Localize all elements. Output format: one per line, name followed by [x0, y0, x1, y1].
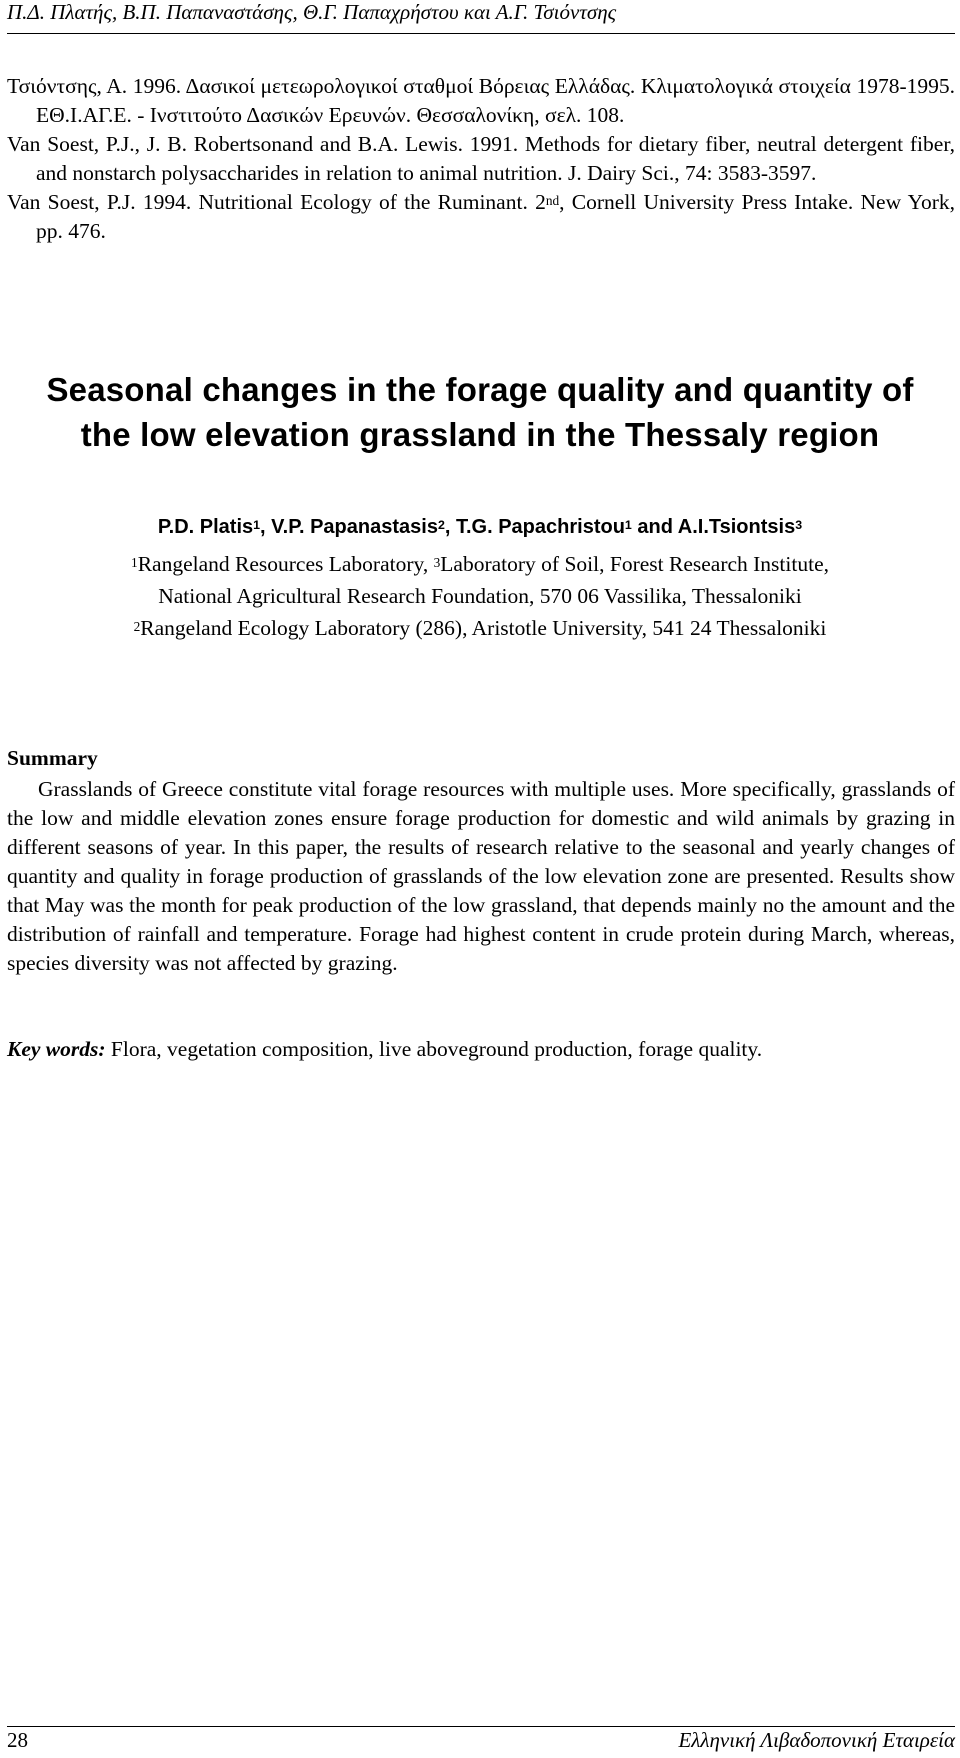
affiliation-line: National Agricultural Research Foundation, 570 06 Vassilika, Thessaloniki [158, 584, 802, 608]
author-separator: , [444, 516, 456, 538]
keywords [7, 1035, 955, 1064]
author-list [0, 516, 960, 539]
affiliation-mark: 3 [433, 555, 441, 571]
affiliation-line [0, 548, 960, 580]
keywords-text: Flora, vegetation composition, live aboveground production, forage quality. [105, 1037, 763, 1061]
reference-text: Van Soest, P.J. 1994. Nutritional Ecology of the Ruminant. 2 [7, 190, 546, 214]
page-number: 28 [7, 1728, 28, 1752]
author-name: T.G. Papachristou [455, 516, 625, 538]
affiliation-text: Laboratory of Soil, Forest Research Institute, [440, 552, 829, 576]
reference-list [7, 72, 955, 246]
affiliation-text: Rangeland Resources Laboratory, [137, 552, 434, 576]
running-header: Π.Δ. Πλατής, Β.Π. Παπαναστάσης, Θ.Γ. Παπαχρήστου και Α.Γ. Τσιόντσης [7, 0, 617, 24]
author-affiliation-mark: 2 [437, 518, 445, 533]
superscript: nd [545, 193, 560, 209]
affiliations [0, 548, 960, 644]
reference-item: Van Soest, P.J., J. B. Robertsonand and B.A. Lewis. 1991. Methods for dietary fiber, neutral detergent fiber, and nonstarch polysaccharides in relation to animal nutrition. J. Dairy Sci., 74: 3583-3597. [7, 132, 955, 185]
footer-society-name: Ελληνική Λιβαδοπονική Εταιρεία [678, 1728, 955, 1752]
author-name: A.I.Tsiontsis [677, 516, 796, 538]
author-name: V.P. Papanastasis [271, 516, 438, 538]
article-title [0, 367, 960, 457]
affiliation-mark: 1 [131, 555, 138, 571]
reference-item: Τσιόντσης, Α. 1996. Δασικοί μετεωρολογικοί σταθμοί Βόρειας Ελλάδας. Κλιματολογικά στοιχεία 1978-1995. ΕΘ.Ι.ΑΓ.Ε. - Ινστιτούτο Δασικών Ερευνών. Θεσσαλονίκη, σελ. 108. [7, 74, 955, 127]
affiliation-mark: 2 [133, 619, 141, 635]
author-name: P.D. Platis [157, 516, 254, 538]
reference-item [7, 188, 955, 246]
article-title-line: the low elevation grassland in the Thessaly region [80, 416, 880, 453]
author-affiliation-mark: 3 [795, 518, 803, 533]
header-rule [7, 33, 955, 34]
summary-text: Grasslands of Greece constitute vital forage resources with multiple uses. More specifically, grasslands of the low and middle elevation zones ensure forage production for domestic and wild animals by grazing in different seasons of year. In this paper, the results of research relative to the seasonal and yearly changes of quantity and quality in forage production of grasslands of the low elevation zone are presented. Results show that May was the month for peak production of the low grassland, that depends mainly no the amount and the distribution of rainfall and temperature. Forage had highest content in crude protein during March, whereas, species diversity was not affected by grazing. [7, 777, 955, 975]
article-title-line: Seasonal changes in the forage quality and quantity of [46, 371, 914, 408]
affiliation-text: Rangeland Ecology Laboratory (286), Aristotle University, 541 24 Thessaloniki [140, 616, 827, 640]
author-affiliation-mark: 1 [624, 518, 632, 533]
author-separator: and [631, 516, 678, 538]
summary-heading: Summary [7, 746, 98, 770]
reference-text: , Cornell University Press Intake. New York, pp. 476. [36, 190, 955, 243]
affiliation-line [0, 612, 960, 644]
author-separator: , [260, 516, 272, 538]
footer-rule [7, 1726, 955, 1727]
keywords-label: Key words: [7, 1037, 106, 1061]
author-affiliation-mark: 1 [253, 518, 261, 533]
